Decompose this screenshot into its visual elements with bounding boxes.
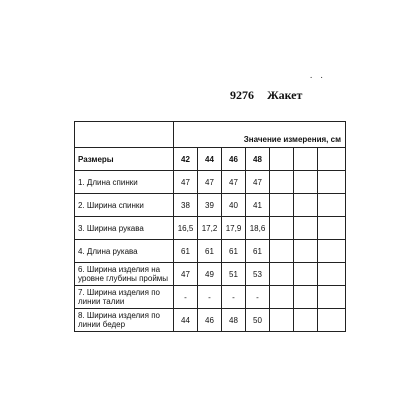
value-cell: 38 [174,194,198,217]
value-cell: 61 [198,240,222,263]
value-cell: 61 [174,240,198,263]
size-cell [294,148,318,171]
value-cell: 47 [198,171,222,194]
row-label: 3. Ширина рукава [75,217,174,240]
table-row [75,286,346,309]
value-cell [318,194,346,217]
value-cell: 47 [222,171,246,194]
value-cell: 17,2 [198,217,222,240]
size-cell: 42 [174,148,198,171]
row-label: 8. Ширина изделия по линии бедер [75,309,174,332]
product-title [230,88,312,103]
value-cell: 49 [198,263,222,286]
value-cell: 44 [174,309,198,332]
value-cell: 53 [246,263,270,286]
value-cell [294,263,318,286]
value-cell: 61 [246,240,270,263]
dots-mark: . . [310,70,326,80]
size-table [74,121,346,332]
table-row [75,217,346,240]
value-cell [294,240,318,263]
value-cell: - [246,286,270,309]
value-cell: 41 [246,194,270,217]
value-cell [294,286,318,309]
size-cell: 48 [246,148,270,171]
row-label: 4. Длина рукава [75,240,174,263]
corner-cell [75,122,174,148]
value-cell: 47 [174,263,198,286]
value-cell: 18,6 [246,217,270,240]
value-cell [318,263,346,286]
value-cell [294,194,318,217]
table-row [75,171,346,194]
value-cell [270,286,294,309]
size-cell [318,148,346,171]
value-cell: 51 [222,263,246,286]
size-cell: 46 [222,148,246,171]
value-cell: - [222,286,246,309]
value-cell: 40 [222,194,246,217]
value-cell: 61 [222,240,246,263]
row-label: 6. Ширина изделия на уровне глубины проймы [75,263,174,286]
value-cell: 47 [174,171,198,194]
sizes-label: Размеры [75,148,174,171]
value-cell [318,286,346,309]
article-number: 9276 [230,88,254,102]
value-cell: 47 [246,171,270,194]
value-cell [318,217,346,240]
value-cell: 39 [198,194,222,217]
value-cell: 48 [222,309,246,332]
value-cell [294,217,318,240]
value-cell: 17,9 [222,217,246,240]
table-row [75,240,346,263]
value-cell: - [198,286,222,309]
product-name: Жакет [267,88,303,102]
size-cell [270,148,294,171]
value-cell [270,240,294,263]
row-label: 2. Ширина спинки [75,194,174,217]
value-cell: 46 [198,309,222,332]
table-row [75,263,346,286]
value-cell: - [174,286,198,309]
value-cell [270,171,294,194]
row-label: 1. Длина спинки [75,171,174,194]
row-label: 7. Ширина изделия по линии талии [75,286,174,309]
value-cell [294,171,318,194]
value-cell [318,171,346,194]
table-row [75,309,346,332]
value-cell [318,240,346,263]
sizes-row [75,148,346,171]
measure-header: Значение измерения, см [174,122,346,148]
value-cell [270,263,294,286]
value-cell [318,309,346,332]
size-cell: 44 [198,148,222,171]
value-cell [294,309,318,332]
value-cell: 50 [246,309,270,332]
value-cell: 16,5 [174,217,198,240]
value-cell [270,309,294,332]
value-cell [270,194,294,217]
table-row [75,194,346,217]
measure-header-row [75,122,346,148]
value-cell [270,217,294,240]
